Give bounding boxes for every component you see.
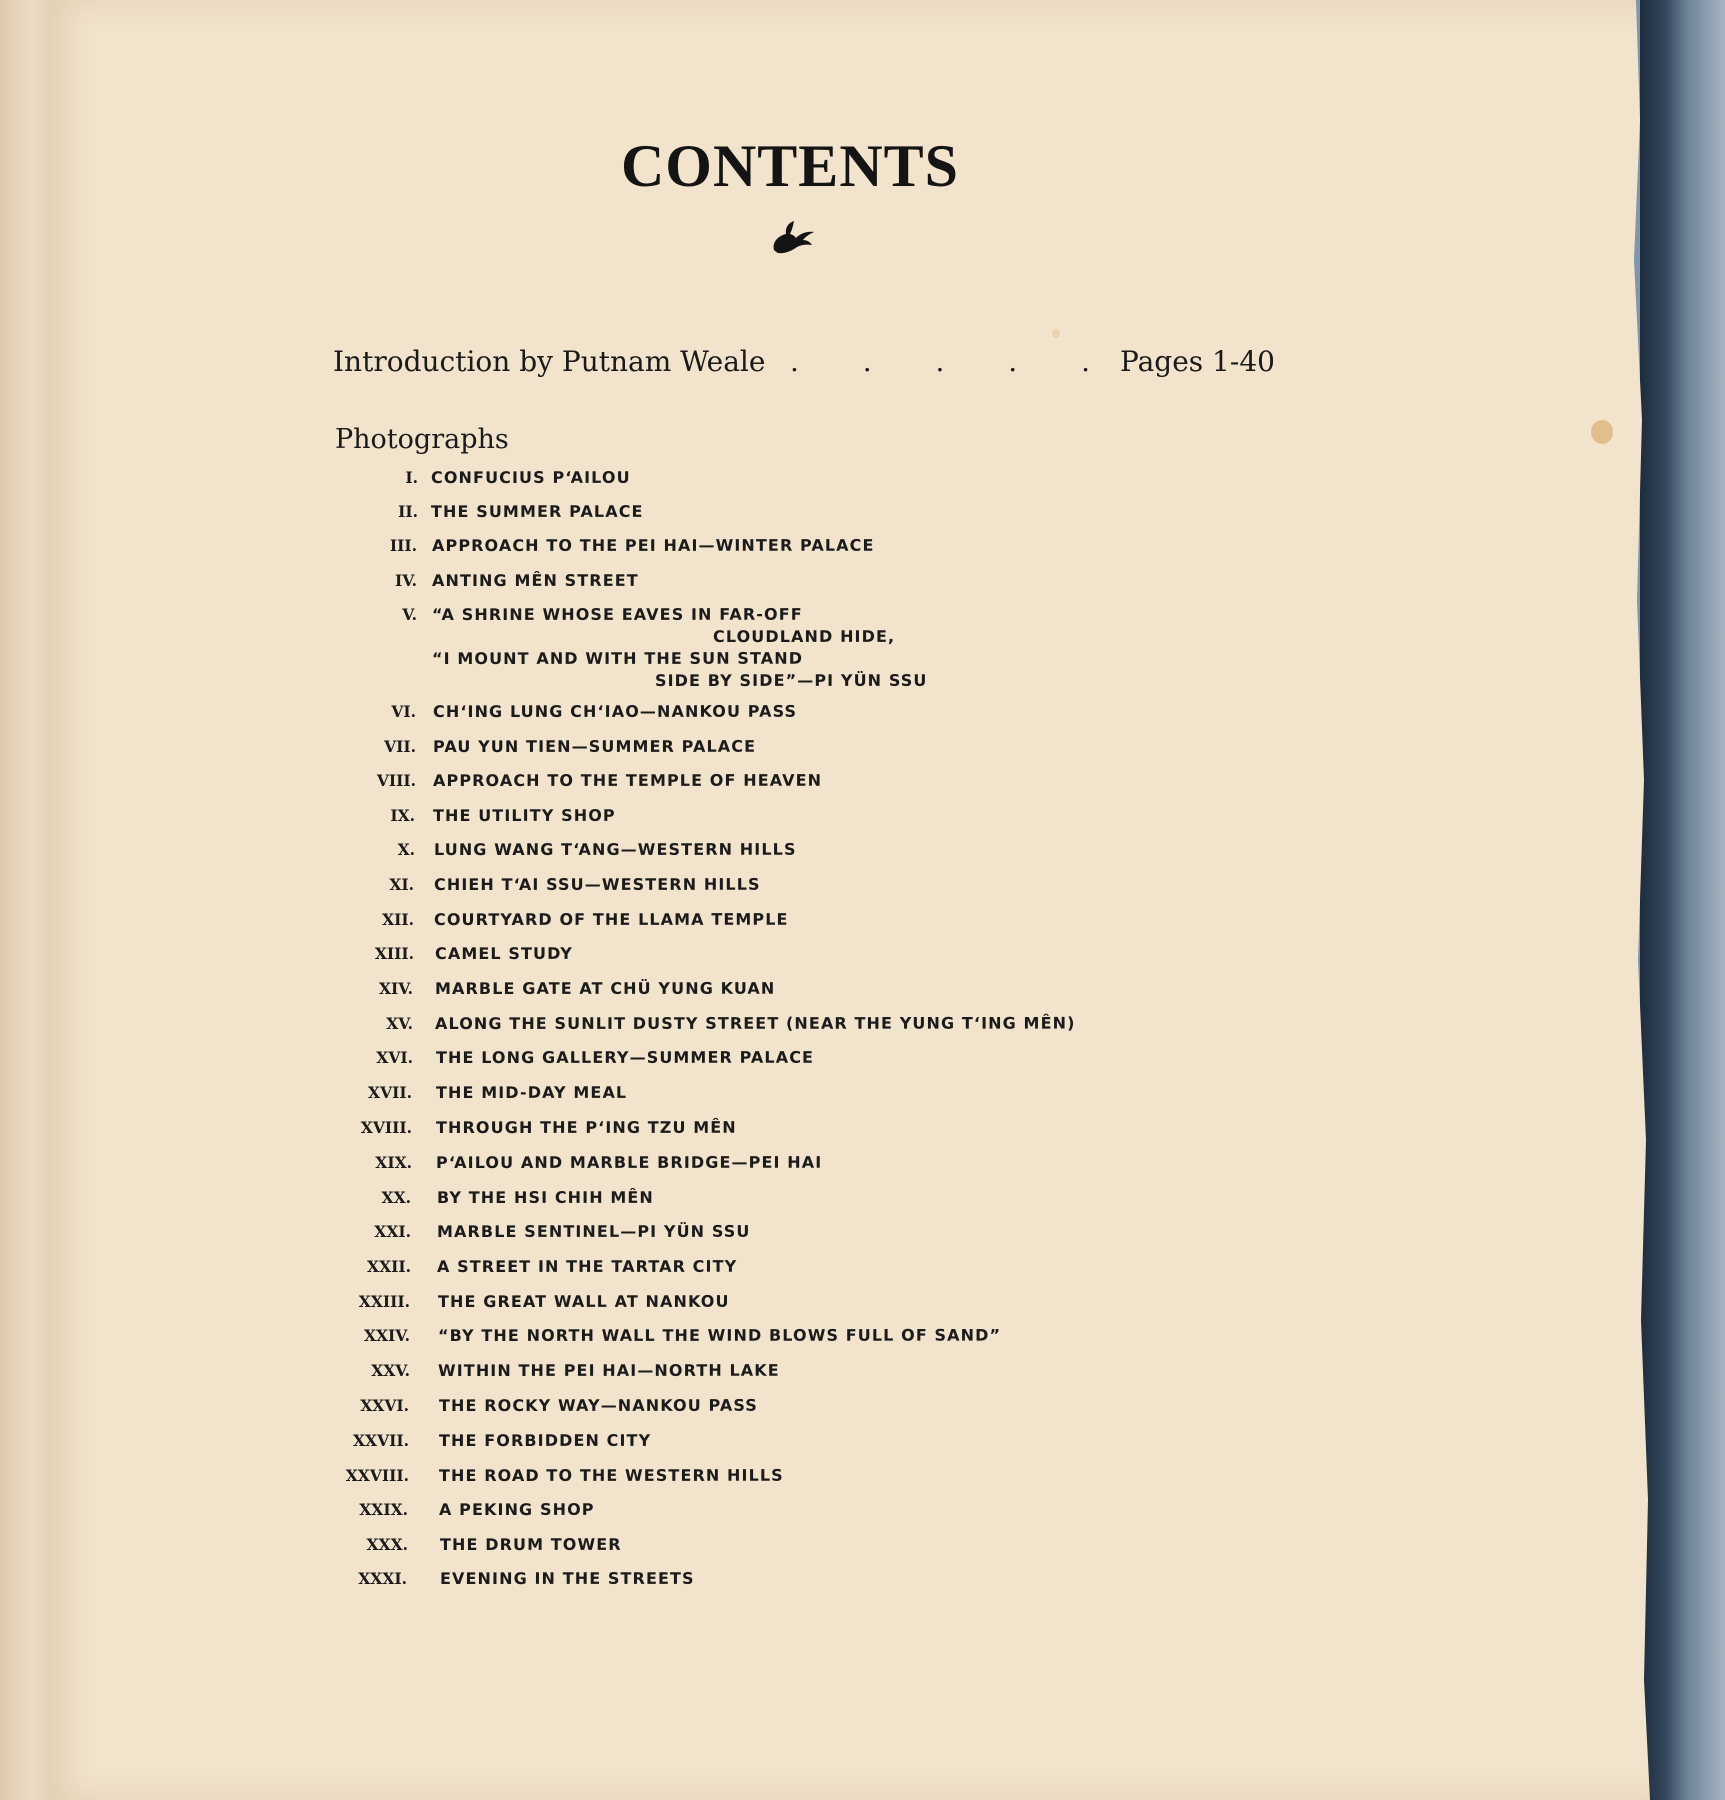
- entry-number: XXVIII.: [345, 1466, 409, 1485]
- leaf-fleuron-icon: [770, 218, 816, 258]
- toc-entry: [0, 737, 1200, 765]
- entry-title: P‘AILOU AND MARBLE BRIDGE—PEI HAI: [435, 1152, 823, 1172]
- entry-title: CONFUCIUS P‘AILOU: [430, 467, 631, 487]
- leader-dot: .: [862, 345, 872, 378]
- toc-entry: [0, 571, 1200, 599]
- toc-entry: [0, 536, 1200, 564]
- introduction-label: Introduction by Putnam Weale: [333, 345, 766, 378]
- entry-number: XV.: [386, 1014, 413, 1033]
- leader-dot: .: [1081, 345, 1090, 378]
- toc-entry: [0, 771, 1200, 799]
- toc-entry: [0, 604, 1200, 690]
- leader-dot: .: [1008, 345, 1018, 378]
- entry-title: MARBLE SENTINEL—PI YÜN SSU: [436, 1221, 751, 1241]
- entry-number: XIX.: [375, 1153, 412, 1172]
- entry-number: III.: [389, 536, 417, 555]
- entry-number: XXVII.: [353, 1431, 409, 1450]
- toc-entry: [0, 468, 1200, 496]
- entry-title: BY THE HSI CHIH MÊN: [436, 1187, 654, 1207]
- entry-title: THE FORBIDDEN CITY: [438, 1430, 652, 1450]
- toc-entry: [0, 1466, 1200, 1494]
- entry-number: XXIV.: [363, 1326, 410, 1345]
- entry-number: XIII.: [374, 944, 414, 963]
- photographs-heading: Photographs: [335, 424, 509, 455]
- entry-number: XXI.: [374, 1222, 411, 1241]
- entry-number: XXIII.: [358, 1292, 410, 1311]
- entry-number: II.: [398, 502, 418, 521]
- toc-entry: [0, 1153, 1200, 1181]
- toc-entry: [0, 1014, 1200, 1042]
- entry-number: XVI.: [376, 1048, 413, 1067]
- entry-title: A PEKING SHOP: [438, 1499, 595, 1519]
- entry-number: VIII.: [376, 771, 416, 790]
- toc-entry: [0, 1500, 1200, 1528]
- entry-title: THE UTILITY SHOP: [432, 805, 616, 825]
- entry-title: APPROACH TO THE PEI HAI—WINTER PALACE: [431, 535, 875, 555]
- entry-number: XVII.: [368, 1083, 412, 1102]
- entry-number: XXIX.: [359, 1500, 408, 1519]
- entry-number: XII.: [382, 910, 414, 929]
- entry-title: A STREET IN THE TARTAR CITY: [436, 1256, 738, 1276]
- leader-dot: .: [790, 345, 799, 378]
- introduction-pages: Pages 1-40: [1120, 345, 1275, 378]
- toc-entry: [0, 840, 1200, 868]
- toc-entry: [0, 875, 1200, 903]
- entry-title: ANTING MÊN STREET: [431, 570, 639, 590]
- entry-title: THE LONG GALLERY—SUMMER PALACE: [435, 1047, 815, 1067]
- toc-entry: [0, 1361, 1200, 1389]
- toc-entry: [0, 979, 1200, 1007]
- entry-title: THE DRUM TOWER: [439, 1534, 622, 1554]
- entry-number: XXV.: [371, 1361, 410, 1380]
- entry-number: VI.: [391, 702, 416, 721]
- entry-title: CLOUDLAND HIDE,: [712, 626, 896, 646]
- entry-number: VII.: [384, 737, 416, 756]
- entry-number: XXVI.: [360, 1396, 409, 1415]
- entry-title: CH‘ING LUNG CH‘IAO—NANKOU PASS: [432, 701, 798, 721]
- toc-entry: [0, 1431, 1200, 1459]
- entry-title: “A SHRINE WHOSE EAVES IN FAR-OFF: [431, 604, 803, 624]
- entry-title: EVENING IN THE STREETS: [439, 1568, 695, 1588]
- foxing-spot: [1591, 420, 1613, 444]
- entry-number: V.: [402, 605, 417, 624]
- entry-title: APPROACH TO THE TEMPLE OF HEAVEN: [432, 770, 823, 790]
- entry-title: THE MID-DAY MEAL: [435, 1082, 628, 1102]
- toc-entry: [0, 944, 1200, 972]
- dot-leader: [790, 345, 1090, 378]
- entry-number: XXII.: [367, 1257, 411, 1276]
- entry-title: CHIEH T‘AI SSU—WESTERN HILLS: [433, 874, 761, 894]
- toc-entry: [0, 1222, 1200, 1250]
- entry-title: THE SUMMER PALACE: [430, 501, 644, 521]
- entry-title: “BY THE NORTH WALL THE WIND BLOWS FULL OF SAND”: [437, 1325, 1002, 1345]
- entry-title: LUNG WANG T‘ANG—WESTERN HILLS: [433, 839, 797, 859]
- entry-number: XX.: [381, 1188, 411, 1207]
- entry-title: CAMEL STUDY: [434, 943, 573, 963]
- entry-title: COURTYARD OF THE LLAMA TEMPLE: [433, 909, 789, 929]
- leader-dot: .: [935, 345, 945, 378]
- toc-entry: [0, 1326, 1200, 1354]
- book-cover-edge: [1640, 0, 1725, 1800]
- toc-entry: [0, 1396, 1200, 1424]
- toc-entry: [0, 1083, 1200, 1111]
- entry-number: XIV.: [379, 979, 413, 998]
- entry-title: “I MOUNT AND WITH THE SUN STAND: [431, 648, 804, 668]
- entry-title: THE ROCKY WAY—NANKOU PASS: [438, 1395, 758, 1415]
- toc-entry: [0, 806, 1200, 834]
- toc-entry: [0, 1118, 1200, 1146]
- toc-entry: [0, 1569, 1200, 1597]
- entry-title: WITHIN THE PEI HAI—NORTH LAKE: [437, 1360, 780, 1380]
- entry-number: XI.: [389, 875, 414, 894]
- entry-title: MARBLE GATE AT CHÜ YUNG KUAN: [434, 978, 776, 998]
- entry-number: XXX.: [366, 1535, 408, 1554]
- toc-entry: [0, 1257, 1200, 1285]
- entry-title: PAU YUN TIEN—SUMMER PALACE: [432, 736, 757, 756]
- entry-title: THE ROAD TO THE WESTERN HILLS: [438, 1465, 784, 1485]
- toc-entry: [0, 1292, 1200, 1320]
- toc-entry: [0, 702, 1200, 730]
- entry-number: IV.: [395, 571, 417, 590]
- entry-title: THE GREAT WALL AT NANKOU: [437, 1291, 730, 1311]
- entry-number: XXXI.: [358, 1569, 407, 1588]
- toc-entry: [0, 502, 1200, 530]
- entry-title: SIDE BY SIDE”—PI YÜN SSU: [654, 670, 928, 690]
- toc-entry: [0, 910, 1200, 938]
- entry-title: THROUGH THE P‘ING TZU MÊN: [435, 1117, 737, 1137]
- foxing-spot: [1052, 329, 1060, 338]
- toc-entry: [0, 1048, 1200, 1076]
- entry-number: X.: [397, 840, 415, 859]
- entry-number: XVIII.: [360, 1118, 412, 1137]
- toc-entry: [0, 1188, 1200, 1216]
- entry-number: I.: [405, 468, 418, 487]
- page-title: CONTENTS: [620, 133, 960, 199]
- entry-title: ALONG THE SUNLIT DUSTY STREET (NEAR THE YUNG T‘ING MÊN): [434, 1013, 1076, 1033]
- toc-entry: [0, 1535, 1200, 1563]
- entry-number: IX.: [390, 806, 415, 825]
